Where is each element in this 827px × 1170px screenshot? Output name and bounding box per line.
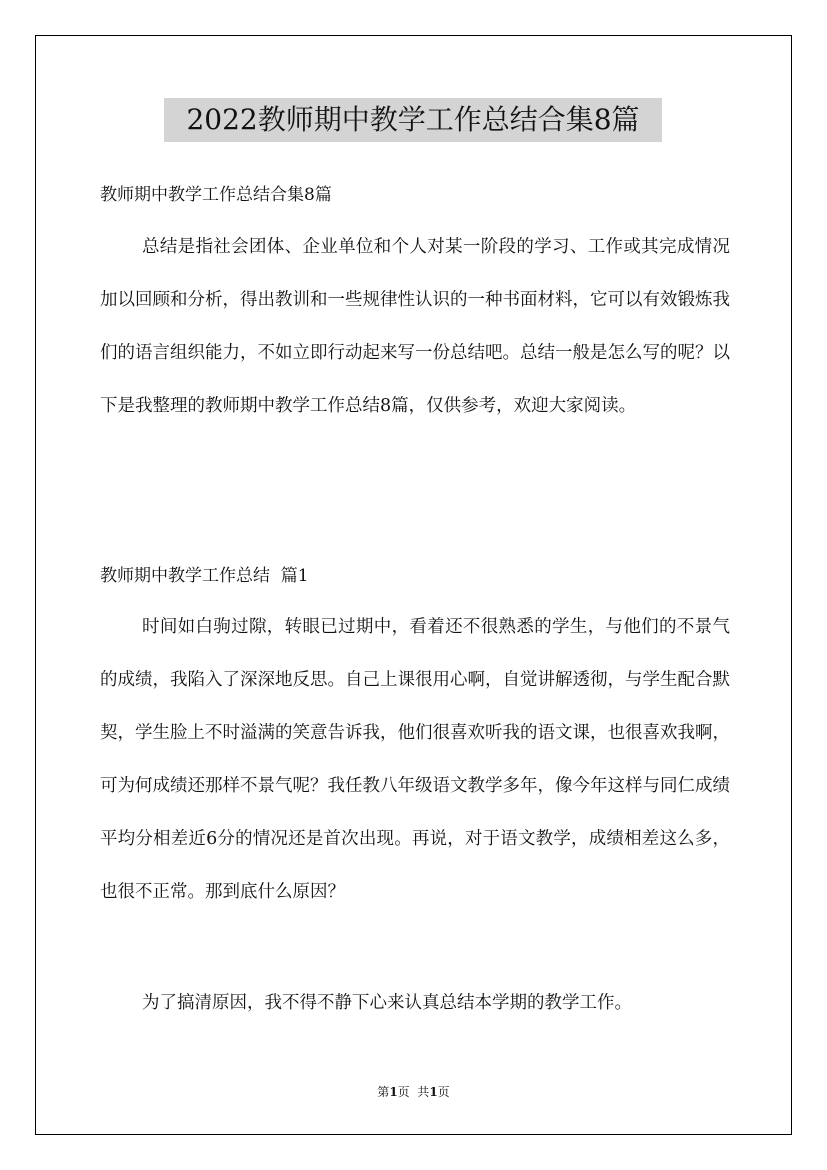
body-paragraph-2: 为了搞清原因，我不得不静下心来认真总结本学期的教学工作。: [142, 993, 632, 1013]
footer-suffix: 页: [437, 1085, 450, 1099]
footer-page-total: 1: [429, 1085, 438, 1099]
footer-mid: 页 共: [397, 1085, 430, 1099]
document-title: 2022教师期中教学工作总结合集8篇: [164, 98, 662, 142]
section-heading: 教师期中教学工作总结 篇1: [100, 566, 309, 586]
document-subtitle: 教师期中教学工作总结合集8篇: [100, 185, 332, 205]
footer-page-number: 1: [389, 1085, 398, 1099]
intro-paragraph: 总结是指社会团体、企业单位和个人对某一阶段的学习、工作或其完成情况加以回顾和分析，得出教训和一些规律性认识的一种书面材料，它可以有效锻炼我们的语言组织能力，不如立即行动起来写一份总结吧。总结一般是怎么写的呢？以下是我整理的教师期中教学工作总结8篇，仅供参考，欢迎大家阅读。: [100, 237, 730, 416]
body-paragraph-1: 时间如白驹过隙，转眼已过期中，看着还不很熟悉的学生，与他们的不景气的成绩，我陷入了深深地反思。自己上课很用心啊，自觉讲解透彻，与学生配合默契，学生脸上不时溢满的笑意告诉我，他们很喜欢听我的语文课，也很喜欢我啊，可为何成绩还那样不景气呢？我任教八年级语文教学多年，像今年这样与同仁成绩平均分相差近6分的情况还是首次出现。再说，对于语文教学，成绩相差这么多，也很不正常。那到底什么原因？: [100, 617, 730, 902]
page-footer: [0, 1083, 827, 1100]
footer-prefix: 第: [377, 1085, 390, 1099]
